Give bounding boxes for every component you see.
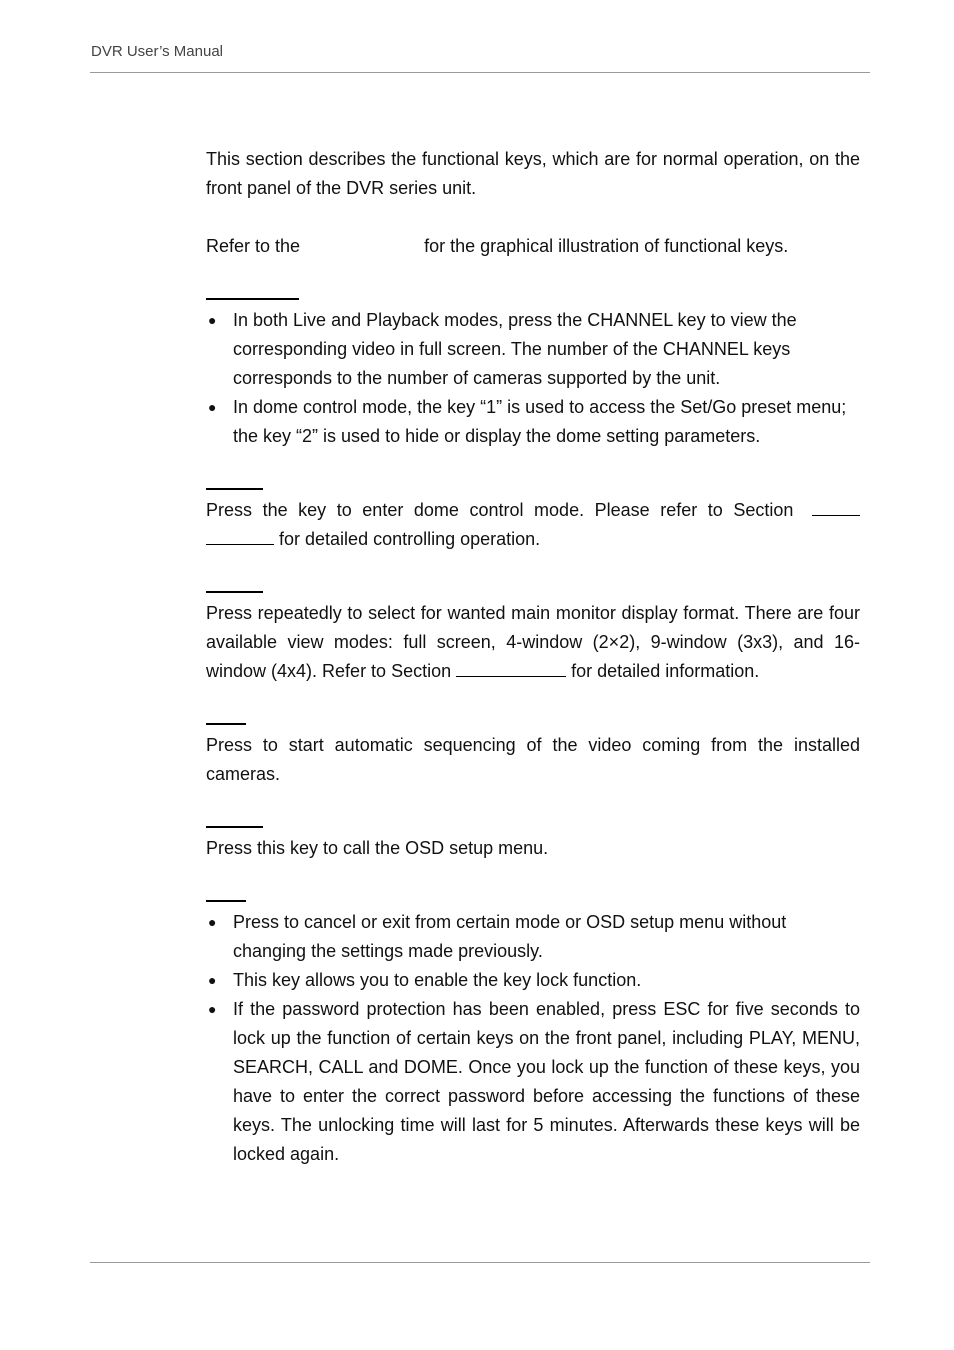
esc-list [206, 908, 860, 1169]
channel-list [206, 306, 860, 451]
bullet-icon: ● [208, 312, 217, 328]
menu-paragraph: Press this key to call the OSD setup menu. [206, 838, 549, 858]
refer-prefix: Refer to the [206, 236, 301, 256]
header-rule [90, 72, 870, 73]
footer-rule [90, 1262, 870, 1263]
bullet-icon: ● [208, 1001, 217, 1017]
refer-suffix: for the graphical illustration of functional keys. [424, 236, 789, 256]
channel-heading-rule [206, 298, 299, 300]
esc-heading-rule [206, 900, 246, 902]
running-header: DVR User’s Manual [91, 43, 223, 60]
bullet-icon: ● [208, 972, 217, 988]
dome-heading-rule [206, 488, 263, 490]
list-item: ● In both Live and Playback modes, press the CHANNEL key to view the corresponding video in full screen. The number of the CHANNEL keys corresponds to the number of cameras supported by the unit. [206, 306, 860, 393]
section-reference-blank [812, 499, 860, 516]
bullet-icon: ● [208, 399, 217, 415]
bullet-icon: ● [208, 914, 217, 930]
list-item: ● In dome control mode, the key “1” is used to access the Set/Go preset menu; the key “2” is used to hide or display the dome setting parameters. [206, 393, 860, 451]
page-body [206, 145, 860, 1169]
list-item: ● This key allows you to enable the key lock function. [206, 966, 860, 995]
menu-heading-rule [206, 826, 263, 828]
section-reference-blank [456, 660, 566, 677]
intro-paragraph: This section describes the functional keys, which are for normal operation, on the front panel of the DVR series unit. [206, 149, 860, 198]
display-paragraph: Press repeatedly to select for wanted main monitor display format. There are four available view modes: full screen, 4-window (2×2), 9-window (3x3), and 16-window (4x4). Refer to Section for detailed information. [206, 603, 860, 681]
sequence-paragraph: Press to start automatic sequencing of the video coming from the installed cameras. [206, 735, 860, 784]
sequence-heading-rule [206, 723, 246, 725]
list-item: ● If the password protection has been enabled, press ESC for five seconds to lock up the function of certain keys on the front panel, including PLAY, MENU, SEARCH, CALL and DOME. Once you lock up the function of these keys, you have to enter the correct password before accessing the functions of these keys. The unlocking time will last for 5 minutes. Afterwards these keys will be locked again. [206, 995, 860, 1169]
display-heading-rule [206, 591, 263, 593]
refer-paragraph [206, 232, 860, 261]
section-reference-blank-cont [206, 528, 274, 545]
list-item: ● Press to cancel or exit from certain mode or OSD setup menu without changing the settings made previously. [206, 908, 860, 966]
dome-paragraph: Press the key to enter dome control mode. Please refer to Section for detailed controlling operation. [206, 496, 860, 554]
